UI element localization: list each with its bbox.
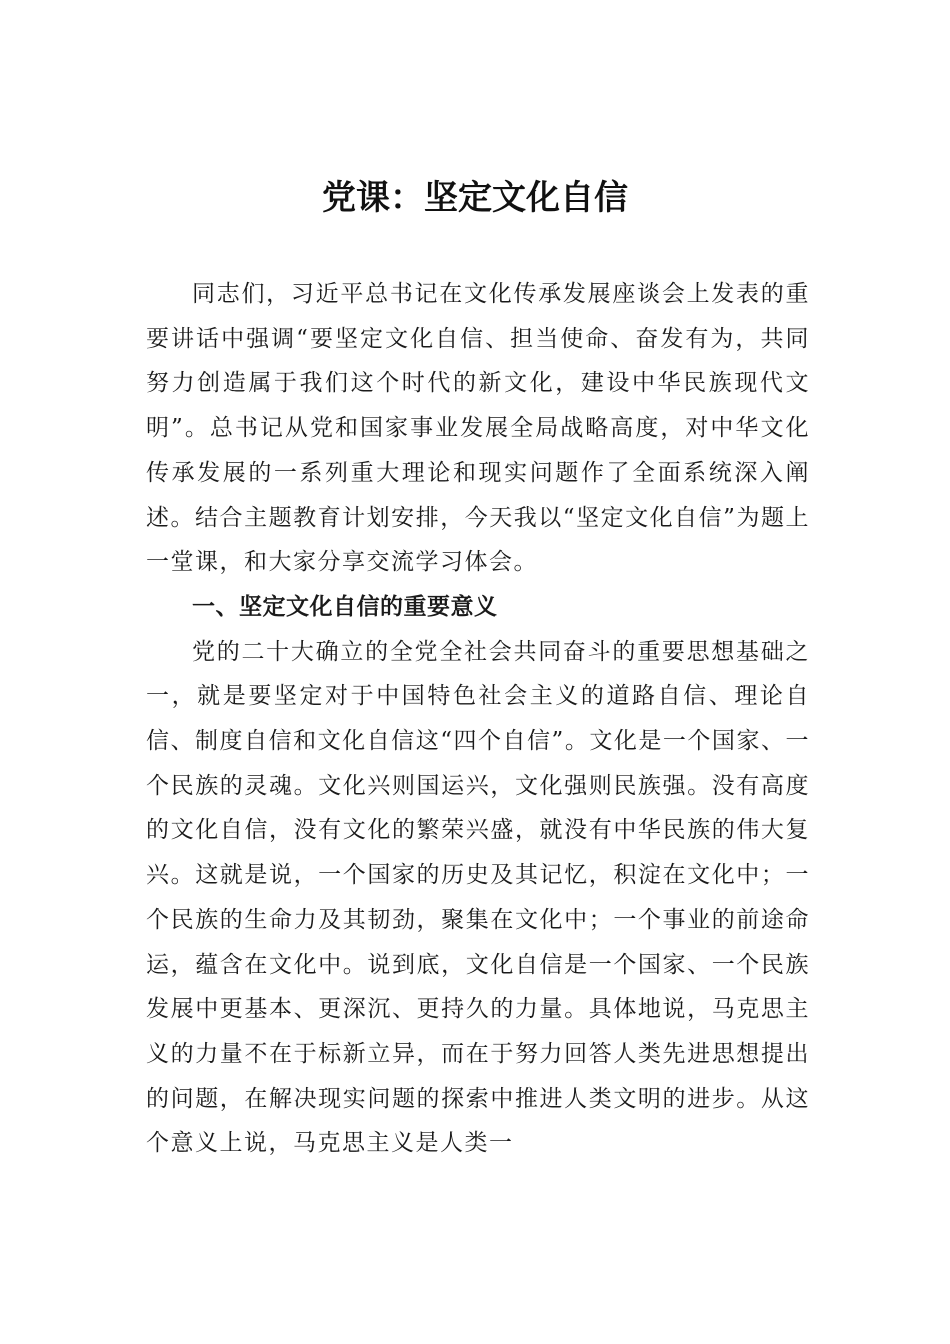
intro-paragraph: 同志们，习近平总书记在文化传承发展座谈会上发表的重要讲话中强调“要坚定文化自信、担当使命、奋发有为，共同努力创造属于我们这个时代的新文化，建设中华民族现代文明”。总书记从党和国家事业发展全局战略高度，对中华文化传承发展的一系列重大理论和现实问题作了全面系统深入阐述。结合主题教育计划安排，今天我以“坚定文化自信”为题上一堂课，和大家分享交流学习体会。 xyxy=(146,281,810,576)
section-heading: 一、坚定文化自信的重要意义 xyxy=(192,593,498,620)
section-paragraph: 党的二十大确立的全党全社会共同奋斗的重要思想基础之一，就是要坚定对于中国特色社会主义的道路自信、理论自信、制度自信和文化自信这“四个自信”。文化是一个国家、一个民族的灵魂。文化兴则国运兴，文化强则民族强。没有高度的文化自信，没有文化的繁荣兴盛，就没有中华民族的伟大复兴。这就是说，一个国家的历史及其记忆，积淀在文化中；一个民族的生命力及其韧劲，聚集在文化中；一个事业的前途命运，蕴含在文化中。说到底，文化自信是一个国家、一个民族发展中更基本、更深沉、更持久的力量。具体地说，马克思主义的力量不在于标新立异，而在于努力回答人类先进思想提出的问题，在解决现实问题的探索中推进人类文明的进步。从这个意义上说，马克思主义是人类一 xyxy=(146,638,810,1157)
document-title: 党课：坚定文化自信 xyxy=(322,178,628,218)
document-body xyxy=(146,272,810,1166)
